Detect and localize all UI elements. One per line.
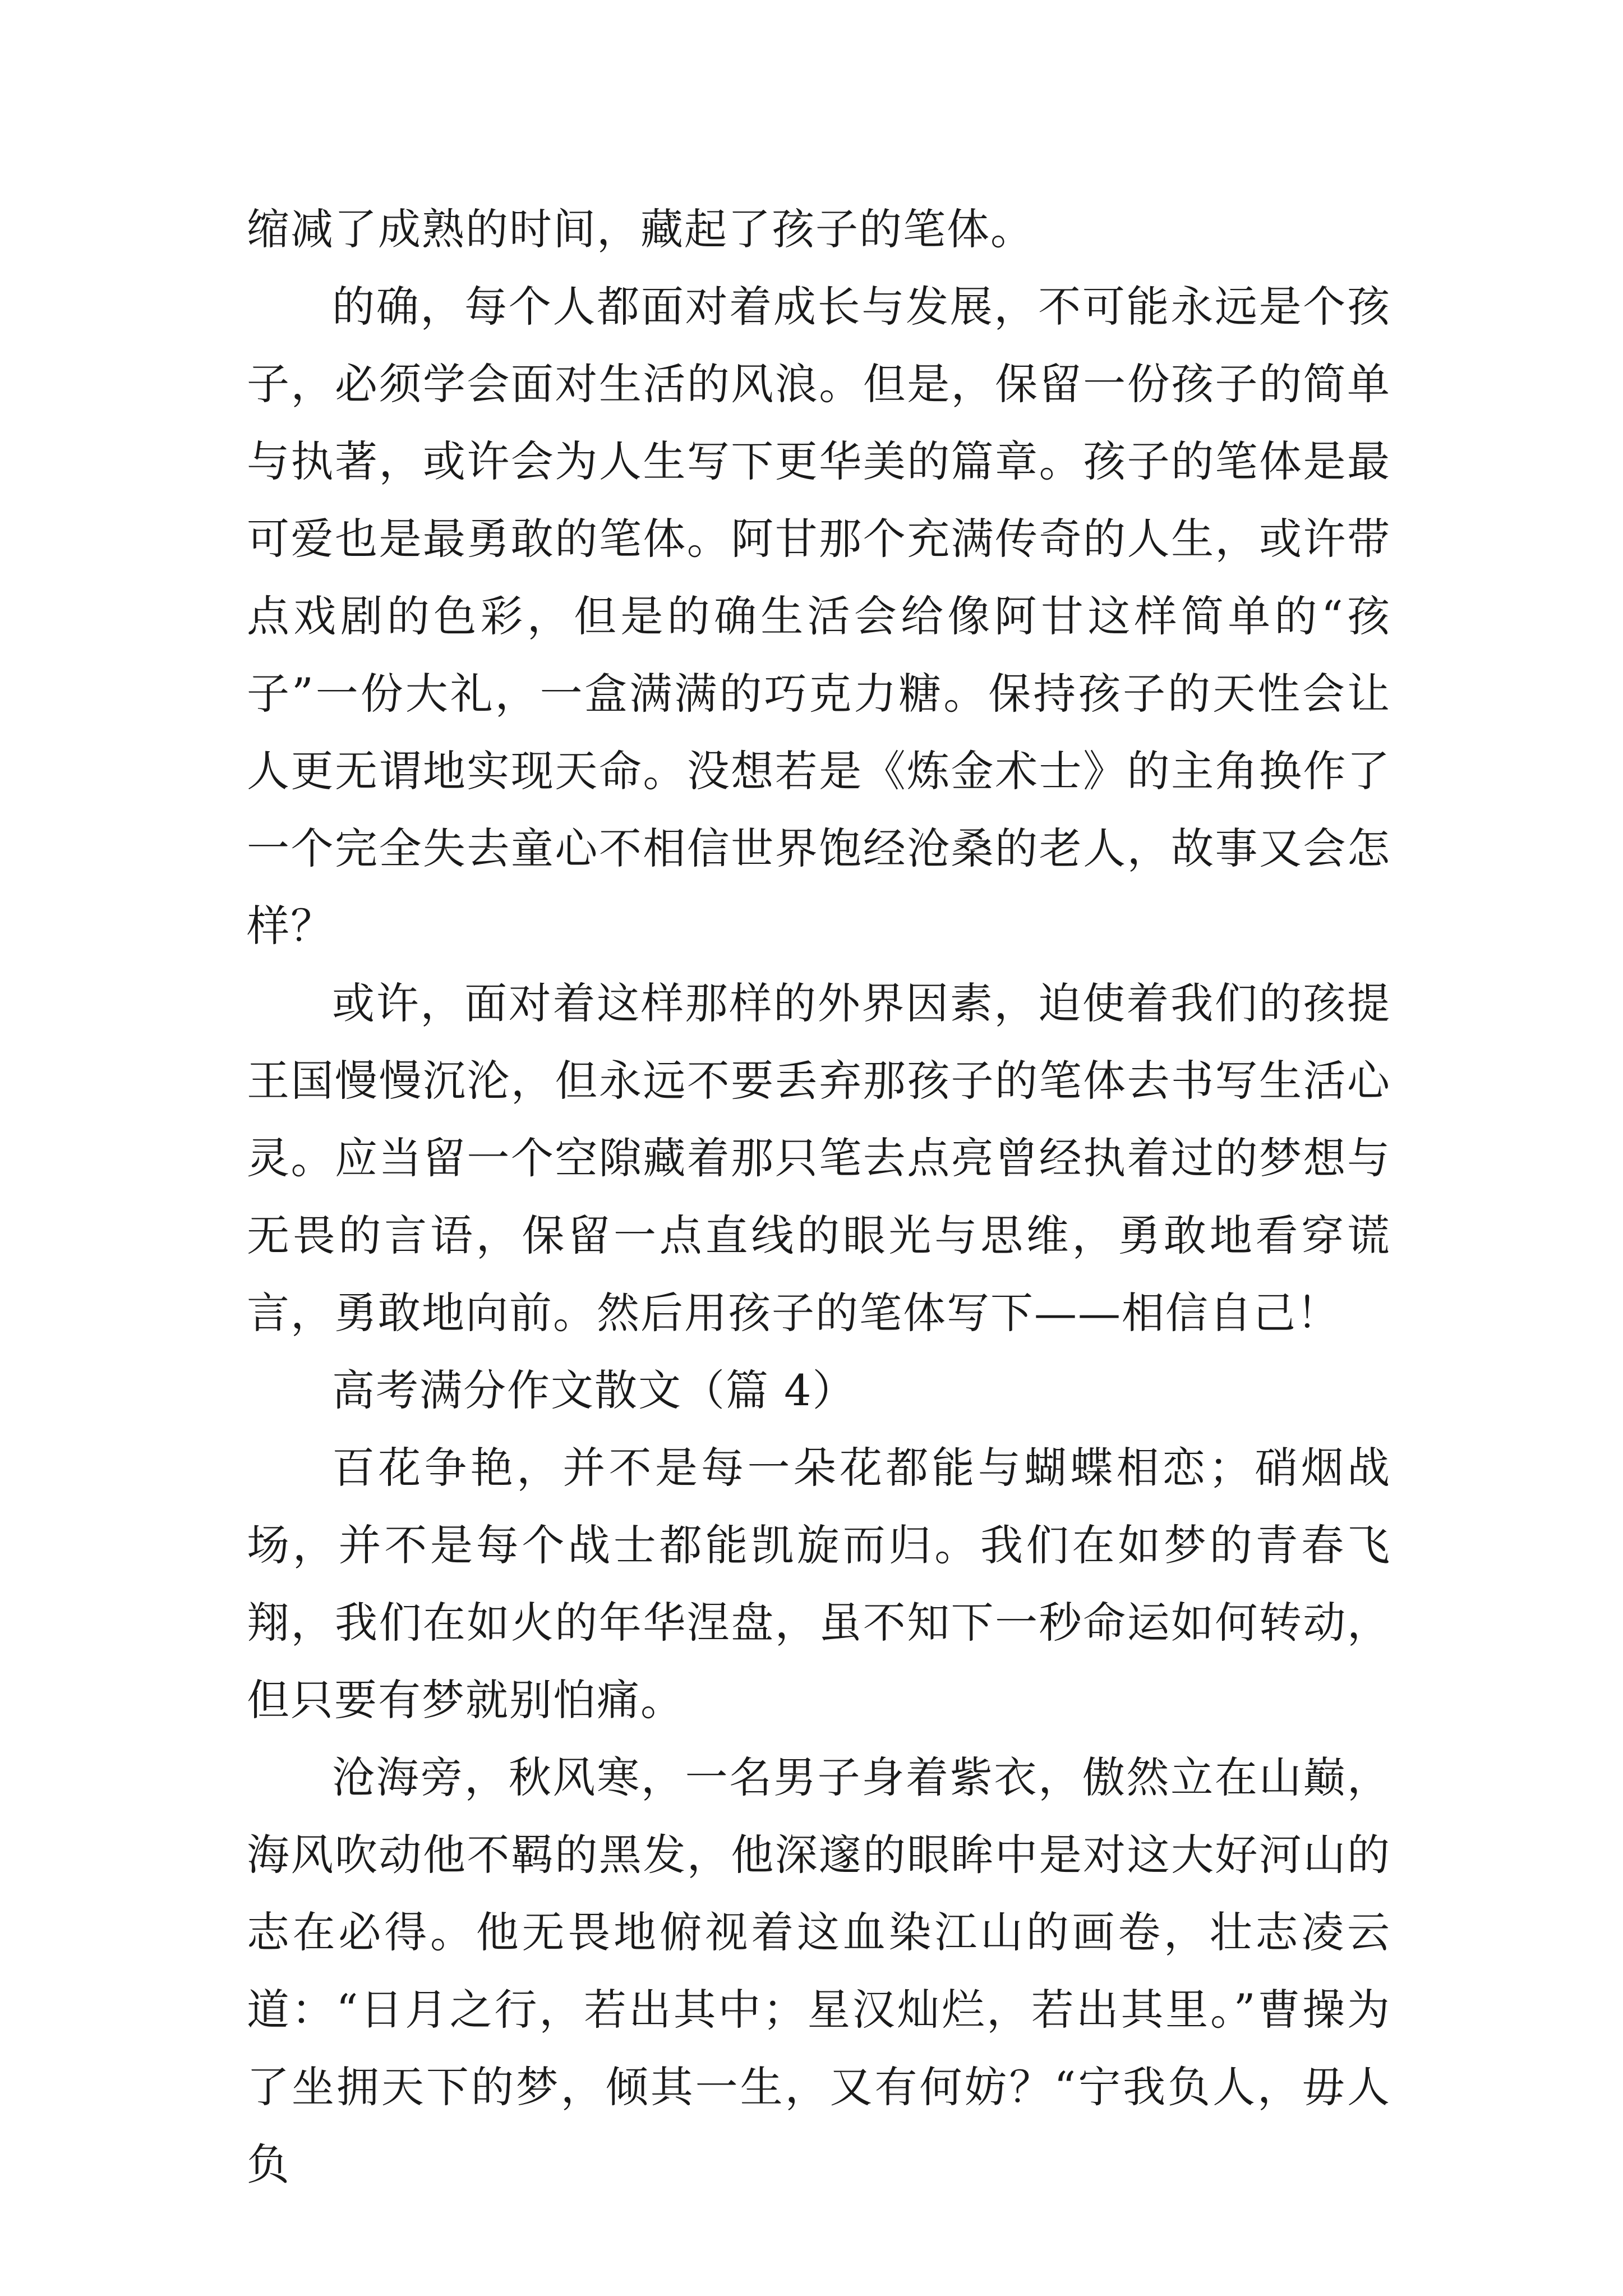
paragraph-continuation: 缩减了成熟的时间，藏起了孩子的笔体。	[247, 204, 1034, 254]
paragraph: 或许，面对着这样那样的外界因素，迫使着我们的孩提王国慢慢沉沦，但永远不要丢弃那孩子的笔体去书写生活心灵。应当留一个空隙藏着那只笔去点亮曾经执着过的梦想与无畏的言语，保留一点直线的眼光与思维，勇敢地看穿谎言，勇敢地向前。然后用孩子的笔体写下——相信自己！	[247, 978, 1391, 1338]
paragraph: 百花争艳，并不是每一朵花都能与蝴蝶相恋；硝烟战场，并不是每个战士都能凯旋而归。我们在如梦的青春飞翔，我们在如火的年华涅盘，虽不知下一秒命运如何转动，但只要有梦就别怕痛。	[247, 1443, 1391, 1725]
document-body	[247, 191, 1391, 2203]
section-heading: 高考满分作文散文（篇 4）	[332, 1365, 856, 1415]
paragraph: 沧海旁，秋风寒，一名男子身着紫衣，傲然立在山巅，海风吹动他不羁的黑发，他深邃的眼眸中是对这大好河山的志在必得。他无畏地俯视着这血染江山的画卷，壮志凌云道：“日月之行，若出其中；星汉灿烂，若出其里。”曹操为了坐拥天下的梦，倾其一生，又有何妨？“宁我负人，毋人负	[247, 1752, 1391, 2189]
paragraph: 的确，每个人都面对着成长与发展，不可能永远是个孩子，必须学会面对生活的风浪。但是，保留一份孩子的简单与执著，或许会为人生写下更华美的篇章。孩子的笔体是最可爱也是最勇敢的笔体。阿甘那个充满传奇的人生，或许带点戏剧的色彩，但是的确生活会给像阿甘这样简单的“孩子”一份大礼，一盒满满的巧克力糖。保持孩子的天性会让人更无谓地实现天命。没想若是《炼金术士》的主角换作了一个完全失去童心不相信世界饱经沧桑的老人，故事又会怎样？	[247, 282, 1391, 951]
